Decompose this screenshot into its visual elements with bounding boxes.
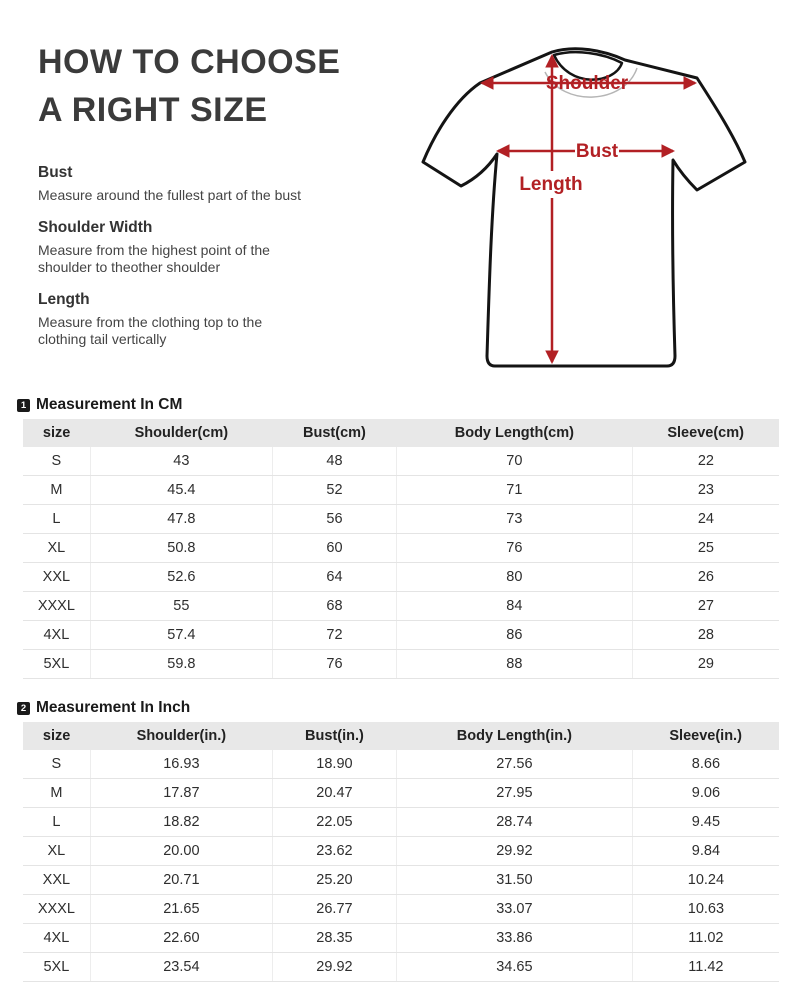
table-cell: 27.56 <box>396 750 632 779</box>
table-row <box>23 505 779 534</box>
table-cell: 4XL <box>23 924 90 953</box>
table-cell: 18.82 <box>90 808 272 837</box>
table-cell: 68 <box>272 592 396 621</box>
table-cell: 84 <box>396 592 632 621</box>
table-row <box>23 592 779 621</box>
column-header: Shoulder(in.) <box>90 722 272 750</box>
table-cell: 50.8 <box>90 534 272 563</box>
table-cell: 71 <box>396 476 632 505</box>
instruction-heading: Length <box>38 290 90 308</box>
table-cell: 27.95 <box>396 779 632 808</box>
size-table-cm <box>23 419 779 679</box>
table-cell: 72 <box>272 621 396 650</box>
instruction-line: clothing tail vertically <box>38 331 167 347</box>
instruction-line: shoulder to theother shoulder <box>38 259 221 275</box>
instruction-line: Measure from the highest point of the <box>38 241 270 258</box>
table-cell: 55 <box>90 592 272 621</box>
table-cell: 23 <box>632 476 779 505</box>
section-number-badge: 2 <box>17 702 30 715</box>
table-cell: 70 <box>396 447 632 476</box>
table-cell: M <box>23 779 90 808</box>
column-header: Bust(cm) <box>272 419 396 447</box>
table-cell: 25 <box>632 534 779 563</box>
instruction-shoulder-width <box>38 219 408 277</box>
table-cell: 52 <box>272 476 396 505</box>
table-cell: 26 <box>632 563 779 592</box>
table-cell: 86 <box>396 621 632 650</box>
table-cell: 23.54 <box>90 953 272 982</box>
table-cell: XL <box>23 534 90 563</box>
table-cell: 76 <box>396 534 632 563</box>
table-cell: XXL <box>23 866 90 895</box>
table-row <box>23 866 779 895</box>
table-cell: 9.06 <box>632 779 779 808</box>
table-cell: XL <box>23 837 90 866</box>
table-cell: 57.4 <box>90 621 272 650</box>
table-cell: 64 <box>272 563 396 592</box>
table-cell: 28.35 <box>272 924 396 953</box>
table-cell: 20.47 <box>272 779 396 808</box>
table-cell: S <box>23 447 90 476</box>
table-header-row <box>23 722 779 750</box>
tshirt-diagram-svg <box>415 38 790 378</box>
table-cell: 23.62 <box>272 837 396 866</box>
table-cell: 4XL <box>23 621 90 650</box>
header-section <box>0 0 800 390</box>
table-cell: 33.07 <box>396 895 632 924</box>
section-title: Measurement In Inch <box>36 699 191 716</box>
table-cell: 22.05 <box>272 808 396 837</box>
table-cell: 9.45 <box>632 808 779 837</box>
instruction-line: Measure around the fullest part of the bust <box>38 187 302 203</box>
column-header: Body Length(cm) <box>396 419 632 447</box>
table-cell: 88 <box>396 650 632 679</box>
table-cell: 11.02 <box>632 924 779 953</box>
instruction-length <box>38 291 408 349</box>
section-number-badge: 1 <box>17 399 30 412</box>
table-cell: 10.24 <box>632 866 779 895</box>
table-cell: XXL <box>23 563 90 592</box>
table-cell: 73 <box>396 505 632 534</box>
table-cell: XXXL <box>23 592 90 621</box>
section-header-inch <box>17 699 800 717</box>
instruction-heading: Shoulder Width <box>38 218 153 236</box>
instruction-heading: Bust <box>38 164 73 181</box>
table-cell: 29 <box>632 650 779 679</box>
table-cell: 5XL <box>23 953 90 982</box>
table-row <box>23 779 779 808</box>
column-header: Sleeve(in.) <box>632 722 779 750</box>
table-row <box>23 650 779 679</box>
length-label: Length <box>519 174 583 195</box>
table-cell: 21.65 <box>90 895 272 924</box>
measure-instructions <box>38 164 408 363</box>
instruction-bust <box>38 164 408 205</box>
table-cell: 43 <box>90 447 272 476</box>
table-cell: 20.71 <box>90 866 272 895</box>
size-table-inch <box>23 722 779 982</box>
table-cell: 8.66 <box>632 750 779 779</box>
table-cell: 26.77 <box>272 895 396 924</box>
table-cell: XXXL <box>23 895 90 924</box>
table-row <box>23 895 779 924</box>
table-cell: 22.60 <box>90 924 272 953</box>
table-row <box>23 953 779 982</box>
table-cell: 17.87 <box>90 779 272 808</box>
page-title <box>38 38 340 134</box>
table-cell: 52.6 <box>90 563 272 592</box>
column-header: Sleeve(cm) <box>632 419 779 447</box>
table-cell: 29.92 <box>272 953 396 982</box>
table-cell: S <box>23 750 90 779</box>
table-cell: 56 <box>272 505 396 534</box>
table-cell: 31.50 <box>396 866 632 895</box>
table-row <box>23 447 779 476</box>
table-cell: 33.86 <box>396 924 632 953</box>
column-header: Shoulder(cm) <box>90 419 272 447</box>
table-cell: 5XL <box>23 650 90 679</box>
table-row <box>23 837 779 866</box>
table-cell: 18.90 <box>272 750 396 779</box>
table-cell: 34.65 <box>396 953 632 982</box>
table-row <box>23 621 779 650</box>
column-header: size <box>23 722 90 750</box>
section-header-cm <box>17 390 800 414</box>
table-row <box>23 534 779 563</box>
table-cell: 10.63 <box>632 895 779 924</box>
page-title-line1: HOW TO CHOOSE <box>38 43 341 81</box>
column-header: size <box>23 419 90 447</box>
table-cell: 27 <box>632 592 779 621</box>
table-cell: 16.93 <box>90 750 272 779</box>
table-cell: 80 <box>396 563 632 592</box>
table-cell: 29.92 <box>396 837 632 866</box>
table-row <box>23 750 779 779</box>
table-cell: 24 <box>632 505 779 534</box>
table-cell: 45.4 <box>90 476 272 505</box>
page-title-line2: A RIGHT SIZE <box>38 91 268 129</box>
table-cell: 59.8 <box>90 650 272 679</box>
table-row <box>23 924 779 953</box>
table-cell: 47.8 <box>90 505 272 534</box>
shoulder-label: Shoulder <box>545 73 629 94</box>
table-cell: 22 <box>632 447 779 476</box>
table-row <box>23 563 779 592</box>
table-cell: L <box>23 505 90 534</box>
table-cell: 11.42 <box>632 953 779 982</box>
table-row <box>23 476 779 505</box>
table-cell: 28 <box>632 621 779 650</box>
section-title: Measurement In CM <box>36 396 183 413</box>
column-header: Body Length(in.) <box>396 722 632 750</box>
table-header-row <box>23 419 779 447</box>
instruction-line: Measure from the clothing top to the <box>38 313 263 330</box>
table-cell: 60 <box>272 534 396 563</box>
table-cell: L <box>23 808 90 837</box>
table-cell: 76 <box>272 650 396 679</box>
table-cell: 28.74 <box>396 808 632 837</box>
table-row <box>23 808 779 837</box>
column-header: Bust(in.) <box>272 722 396 750</box>
table-cell: 25.20 <box>272 866 396 895</box>
tshirt-measurement-diagram <box>415 38 790 378</box>
table-cell: 48 <box>272 447 396 476</box>
bust-label: Bust <box>575 141 619 162</box>
table-cell: M <box>23 476 90 505</box>
table-cell: 9.84 <box>632 837 779 866</box>
table-cell: 20.00 <box>90 837 272 866</box>
